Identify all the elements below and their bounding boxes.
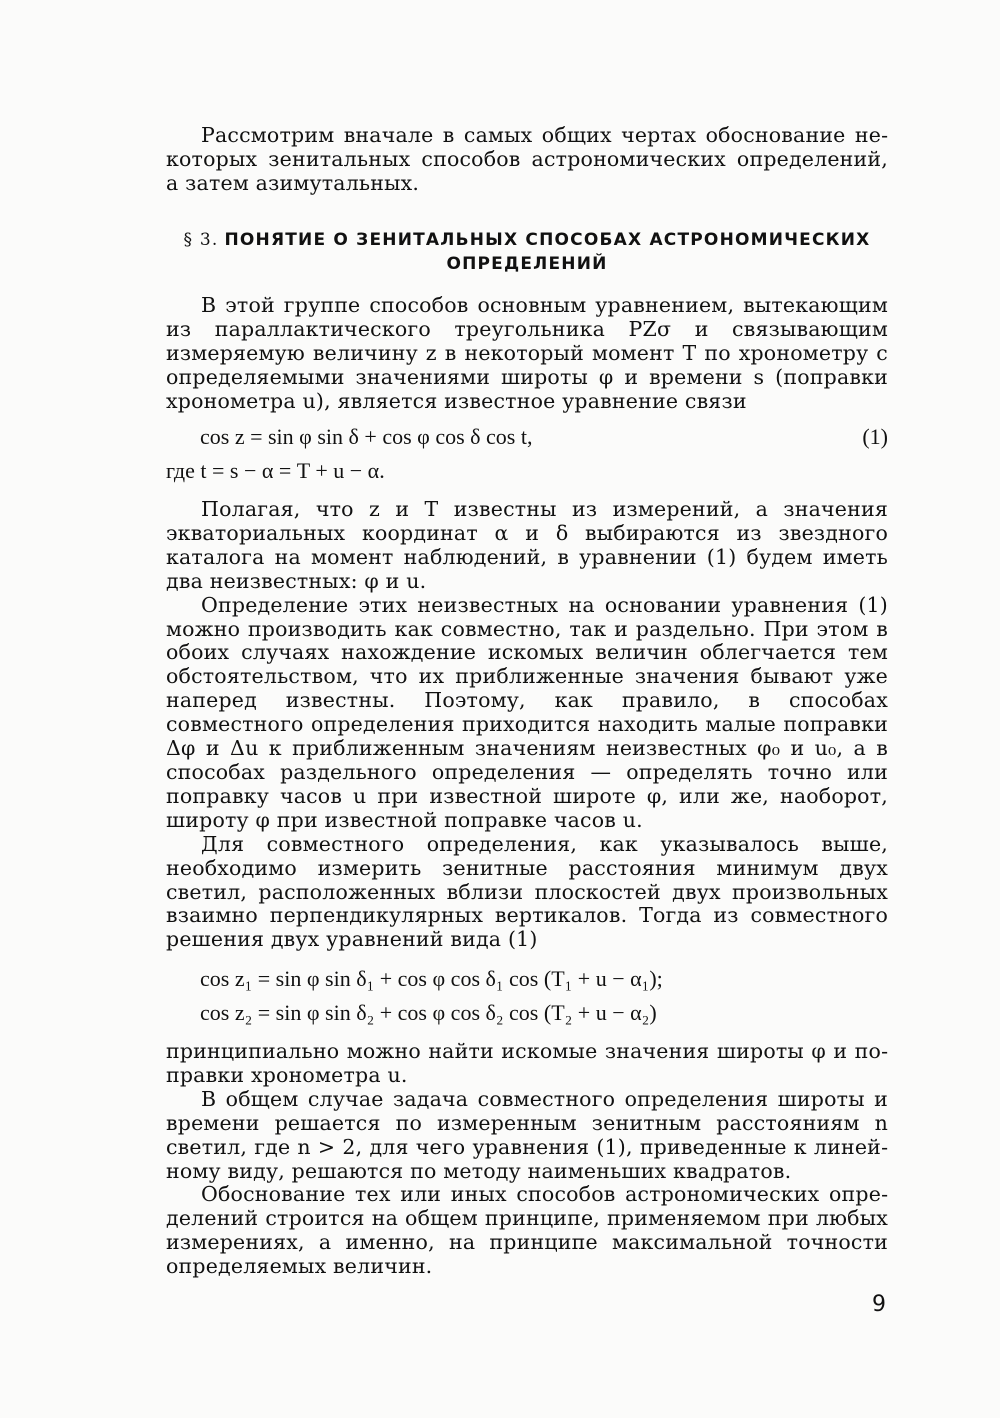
- equation-1-body: cos z = sin φ sin δ + cos φ cos δ cos t,: [200, 424, 533, 449]
- equation-1-number: (1): [862, 424, 888, 449]
- paragraph-2: Полагая, что z и T известны из измерений, а значения экваториальных координат α и δ выбираются из звездного каталога на момент наблюдений, в уравнении (1) будем иметь два неизвестных: φ и u.: [166, 497, 889, 593]
- where-clause: где t = s − α = T + u − α.: [166, 458, 385, 483]
- intro-paragraph: Рассмотрим вначале в самых общих чертах обоснование некоторых зенитальных способов астрономических определений, а затем азимутальных.: [166, 123, 888, 195]
- system-equation-2: cos z₂ = sin φ sin δ₂ + cos φ cos δ₂ cos (T₂ + u − α₂): [200, 1000, 657, 1025]
- paragraph-4: Для совместного определения, как указывалось выше, необходимо измерить зенитные расстояния минимум двух светил, расположенных вблизи плоскостей двух произвольных взаимно перпендикулярных вертикалов. Тогда из совместного решения двух уравнений вида (1): [166, 831, 888, 952]
- paragraph-block-3: [166, 1040, 888, 1279]
- equation-1: [200, 424, 888, 450]
- paragraph-block-1: [166, 294, 888, 414]
- paragraph-3: Определение этих неизвестных на основании уравнения (1) можно производить как совместно, так и раздельно. При этом в обоих случаях нахождение искомых величин облегчается тем обстоятельством, что их приближенные значения бывают уже наперед известны. Поэтому, как правило, в способах совместного определения приходится находить малые поправки Δφ и Δu к приближенным значениям неизвестных φ₀ и u₀, а в способах раздельного определения — определять точно или поправку часов u при известной широте φ, или же, наоборот, широту φ при известной поправке часов u.: [166, 592, 888, 832]
- section-title: ПОНЯТИЕ О ЗЕНИТАЛЬНЫХ СПОСОБАХ АСТРОНОМИЧЕСКИХ ОПРЕДЕЛЕНИЙ: [224, 230, 871, 274]
- paragraph-block-2: [166, 498, 888, 952]
- paragraph-5: принципиально можно найти искомые значения широты φ и поправки хронометра u.: [166, 1039, 888, 1087]
- intro-block: [166, 124, 888, 196]
- section-number: § 3.: [183, 230, 219, 250]
- paragraph-6: В общем случае задача совместного определения широты и времени решается по измеренным зенитным расстояниям n светил, где n > 2, для чего уравнения (1), приведенные к линейному виду, решаются по методу наименьших квадратов.: [166, 1086, 888, 1183]
- section-heading: [166, 228, 888, 276]
- system-equation-1: cos z₁ = sin φ sin δ₁ + cos φ cos δ₁ cos (T₁ + u − α₁);: [200, 966, 663, 991]
- paragraph-7: Обоснование тех или иных способов астрономических определений строится на общем принципе, применяемом при любых измерениях, а именно, на принципе максимальной точности определяемых величин.: [166, 1182, 888, 1279]
- paragraph-1: В этой группе способов основным уравнением, вытекающим из параллактического треугольника PZσ и связывающим измеряемую величину z в некоторый момент T по хронометру с определяемыми значениями широты φ и времени s (поправки хронометра u), является известное уравнение связи: [166, 293, 888, 413]
- page-number: 9: [872, 1292, 886, 1317]
